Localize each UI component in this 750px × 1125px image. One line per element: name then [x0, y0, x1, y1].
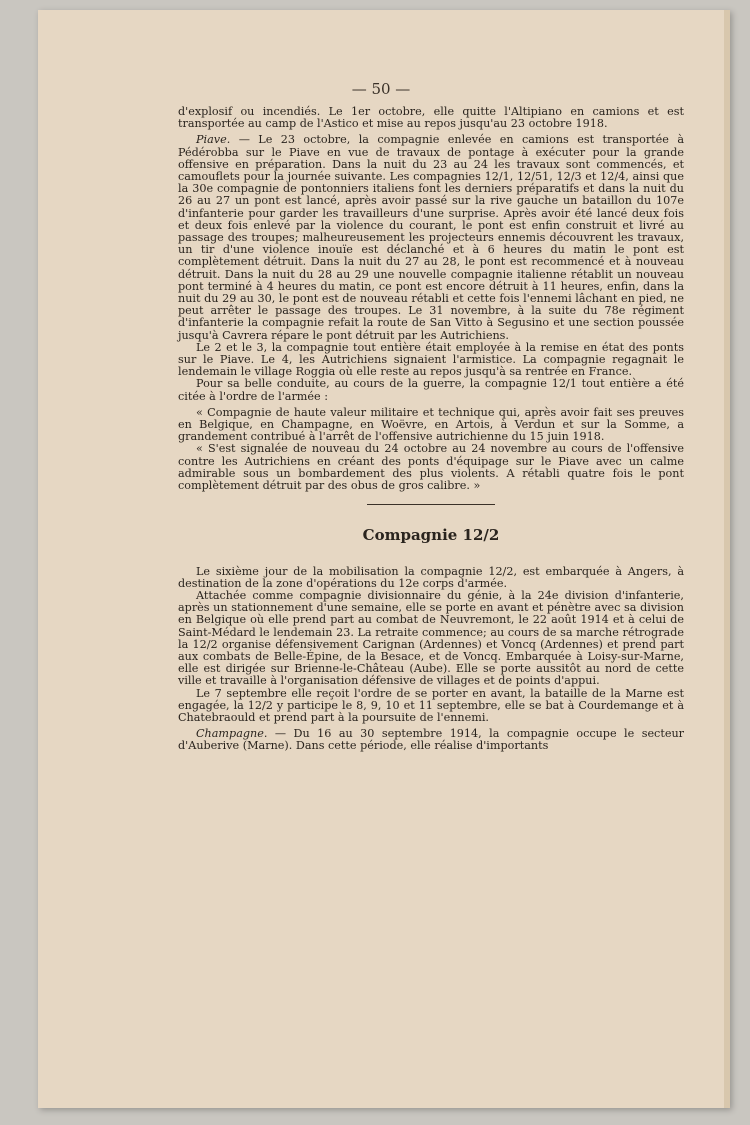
document-page	[38, 10, 730, 1108]
paragraph-heading: Champagne.	[196, 727, 268, 741]
paragraph: Le 7 septembre elle reçoit l'ordre de se porter en avant, la bataille de la Marne est engagée, la 12/2 y participe le 8, 9, 10 et 11 septembre, elle se bat à Courdemange et à Chatebraould et prend part à la poursuite de l'ennemi.	[178, 686, 684, 724]
citation-paragraph: « Compagnie de haute valeur militaire et technique qui, après avoir fait ses preuves en Belgique, en Champagne, en Woëvre, en Artois, à Verdun et sur la Somme, a grandement contribué à l'arrêt de l'offensive autrichienne du 15 juin 1918.	[178, 405, 684, 444]
page-number: — 50 —	[351, 80, 411, 98]
paragraph: Le sixième jour de la mobilisation la compagnie 12/2, est embarquée à Angers, à destination de la zone d'opérations du 12e corps d'armée.	[178, 564, 684, 590]
paragraph-heading: Piave.	[196, 133, 231, 147]
section-title: Compagnie 12/2	[362, 526, 500, 545]
paragraph: Attachée comme compagnie divisionnaire du génie, à la 24e division d'infanterie, après un stationnement d'une semaine, elle se porte en avant et pénètre avec sa division en Belgique où elle prend part au combat de Neuvremont, le 22 août 1914 et à celui de Saint-Médard le lendemain 23. La retraite commence; au cours de sa marche rétrograde la 12/2 organise défensivement Carignan (Ardennes) et Voncq (Ardennes) et prend part aux combats de Belle-Épine, de la Besace, et de Voncq. Embarquée à Loisy-sur-Marne, elle est dirigée sur Brienne-le-Château (Aube). Elle se porte aussitôt au nord de cette ville et travaille à l'organisation défensive de villages et de points d'appui.	[178, 588, 684, 688]
paragraph: Le 2 et le 3, la compagnie tout entière était employée à la remise en état des ponts sur le Piave. Le 4, les Autrichiens signaient l'armistice. La compagnie regagnait le lendemain le village Roggia où elle reste au repos jusqu'à sa rentrée en France.	[178, 340, 684, 379]
paragraph-text: — Du 16 au 30 septembre 1914, la compagnie occupe le secteur d'Auberive (Marne). Dans cette période, elle réalise d'importants	[178, 727, 684, 753]
paragraph: Pour sa belle conduite, au cours de la guerre, la compagnie 12/1 tout entière a été citée à l'ordre de l'armée :	[178, 377, 684, 403]
page-body	[178, 106, 684, 753]
paragraph-champagne	[178, 728, 684, 752]
paragraph-piave	[178, 134, 684, 341]
citation-paragraph: « S'est signalée de nouveau du 24 octobre au 24 novembre au cours de l'offensive contre les Autrichiens en créant des ponts d'équipage sur le Piave avec un calme admirable sous un bombardement des plus violents. A rétabli quatre fois le pont complètement détruit par des obus de gros calibre. »	[178, 442, 684, 493]
paragraph: d'explosif ou incendiés. Le 1er octobre, elle quitte l'Altipiano en camions et est transportée au camp de l'Astico et mise au repos jusqu'au 23 octobre 1918.	[178, 105, 684, 131]
section-divider	[367, 504, 495, 505]
paragraph-text: — Le 23 octobre, la compagnie enlevée en camions est transportée à Pédérobba sur le Piave en vue de travaux de pontage à exécuter pour la grande offensive en préparation. Dans la nuit du 23 au 24 les travaux sont commencés, et camouflets pour la journée suivante. Les compagnies 12/1, 12/51, 12/3 et 12/4, ainsi que la 30e compagnie de pontonniers italiens font les derniers préparatifs et dans la nuit du 26 au 27 un pont est lancé, après avoir passé sur la rive gauche un bataillon du 107e d'infanterie pour garder les travailleurs d'une surprise. Après avoir été lancé deux fois et deux fois enlevé par la violence du courant, le pont est enfin construit et livré au passage des troupes; malheureusement les projecteurs ennemis découvrent les travaux, un tir d'une violence inouïe est déclanché et à 6 heures du matin le pont est complètement détruit. Dans la nuit du 27 au 28, le pont est recommencé et à nouveau détruit. Dans la nuit du 28 au 29 une nouvelle compagnie italienne rétablit un nouveau pont terminé à 4 heures du matin, ce pont est encore détruit à 11 heures, enfin, dans la nuit du 29 au 30, le pont est de nouveau rétabli et cette fois l'ennemi lâchant en pied, ne peut arrêter le passage des troupes. Le 31 novembre, à la suite du 78e régiment d'infanterie la compagnie refait la route de San Vitto à Segusino et une section poussée jusqu'à Cavrera répare le pont détruit par les Autrichiens.	[178, 133, 684, 342]
